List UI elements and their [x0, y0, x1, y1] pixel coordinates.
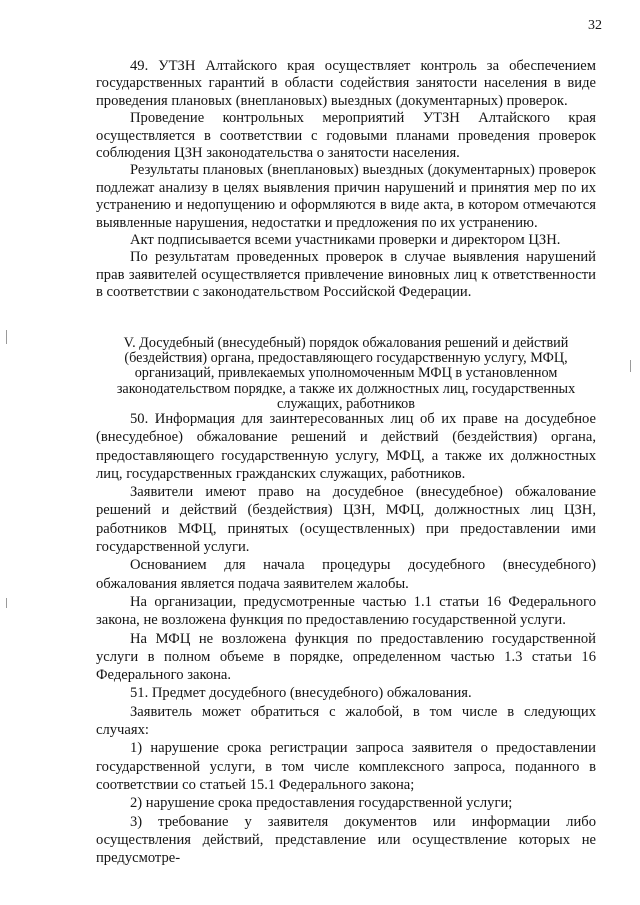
- section-heading-v: V. Досудебный (внесудебный) порядок обжалования решений и действий (бездействия) органа, предоставляющего государственную услугу, МФЦ, организаций, привлекаемых уполномоченным МФЦ в установленном законодательством порядке, а также их должностных лиц, государственных служащих, работников: [116, 335, 576, 412]
- paragraph-control-measures: Проведение контрольных мероприятий УТЗН Алтайского края осуществляется в соответствии с годовыми планами проведения проверок соблюдения ЦЗН законодательства о занятости населения.: [96, 110, 596, 162]
- paragraph-inspection-results: Результаты плановых (внеплановых) выездных (документарных) проверок подлежат анализу в целях выявления причин нарушений и принятия мер по их устранению и недопущению и оформляются в виде акта, в котором отмечаются выявленные нарушения, недостатки и предложения по их устранению.: [96, 162, 596, 231]
- list-item-1: 1) нарушение срока регистрации запроса заявителя о предоставлении государственной услуги, в том числе комплексного запроса, поданного в соответствии со статьей 15.1 Федерального закона;: [96, 740, 596, 793]
- scan-artifact: [6, 330, 7, 344]
- paragraph-act-signing: Акт подписывается всеми участниками проверки и директором ЦЗН.: [130, 232, 561, 249]
- paragraph-liability: По результатам проведенных проверок в случае выявления нарушений прав заявителей осуществляется привлечение виновных лиц к ответственности в соответствии с законодательством Российской Федерации.: [96, 249, 596, 301]
- paragraph-50: 50. Информация для заинтересованных лиц об их праве на досудебное (внесудебное) обжалование решений и действий (бездействия) органа, предоставляющего государственную услугу, МФЦ, а также их должностных лиц, государственных гражданских служащих, работников.: [96, 411, 596, 482]
- scan-artifact: [630, 360, 631, 372]
- list-item-2: 2) нарушение срока предоставления государственной услуги;: [130, 795, 513, 812]
- monitoring-section: [96, 58, 596, 302]
- paragraph-49: 49. УТЗН Алтайского края осуществляет контроль за обеспечением государственных гарантий в области содействия занятости населения в виде проведения плановых (внеплановых) выездных (документарных) проверок.: [96, 58, 596, 109]
- paragraph-mfc: На МФЦ не возложена функция по предоставлению государственной услуги в полном объеме в порядке, определенном частью 1.3 статьи 16 Федерального закона.: [96, 630, 596, 684]
- paragraph-grounds: Основанием для начала процедуры досудебного (внесудебного) обжалования является подача заявителем жалобы.: [96, 557, 596, 592]
- paragraph-51: 51. Предмет досудебного (внесудебного) обжалования.: [130, 685, 472, 702]
- paragraph-organizations: На организации, предусмотренные частью 1.1 статьи 16 Федерального закона, не возложена функция по предоставлению государственной услуги.: [96, 593, 596, 629]
- scan-artifact: [6, 598, 7, 608]
- appeal-section: [96, 410, 596, 867]
- paragraph-applicant-rights: Заявители имеют право на досудебное (внесудебное) обжалование решений и действий (бездействия) ЦЗН, МФЦ, должностных лиц ЦЗН, работников МФЦ, принятых (осуществленных) при предоставлении ими государственной услуги.: [96, 484, 596, 556]
- paragraph-cases-intro: Заявитель может обратиться с жалобой, в том числе в следующих случаях:: [96, 703, 596, 739]
- list-item-3: 3) требование у заявителя документов или информации либо осуществления действий, представление или осуществление которых не предусмотре-: [96, 813, 596, 867]
- page-number: 32: [588, 18, 602, 33]
